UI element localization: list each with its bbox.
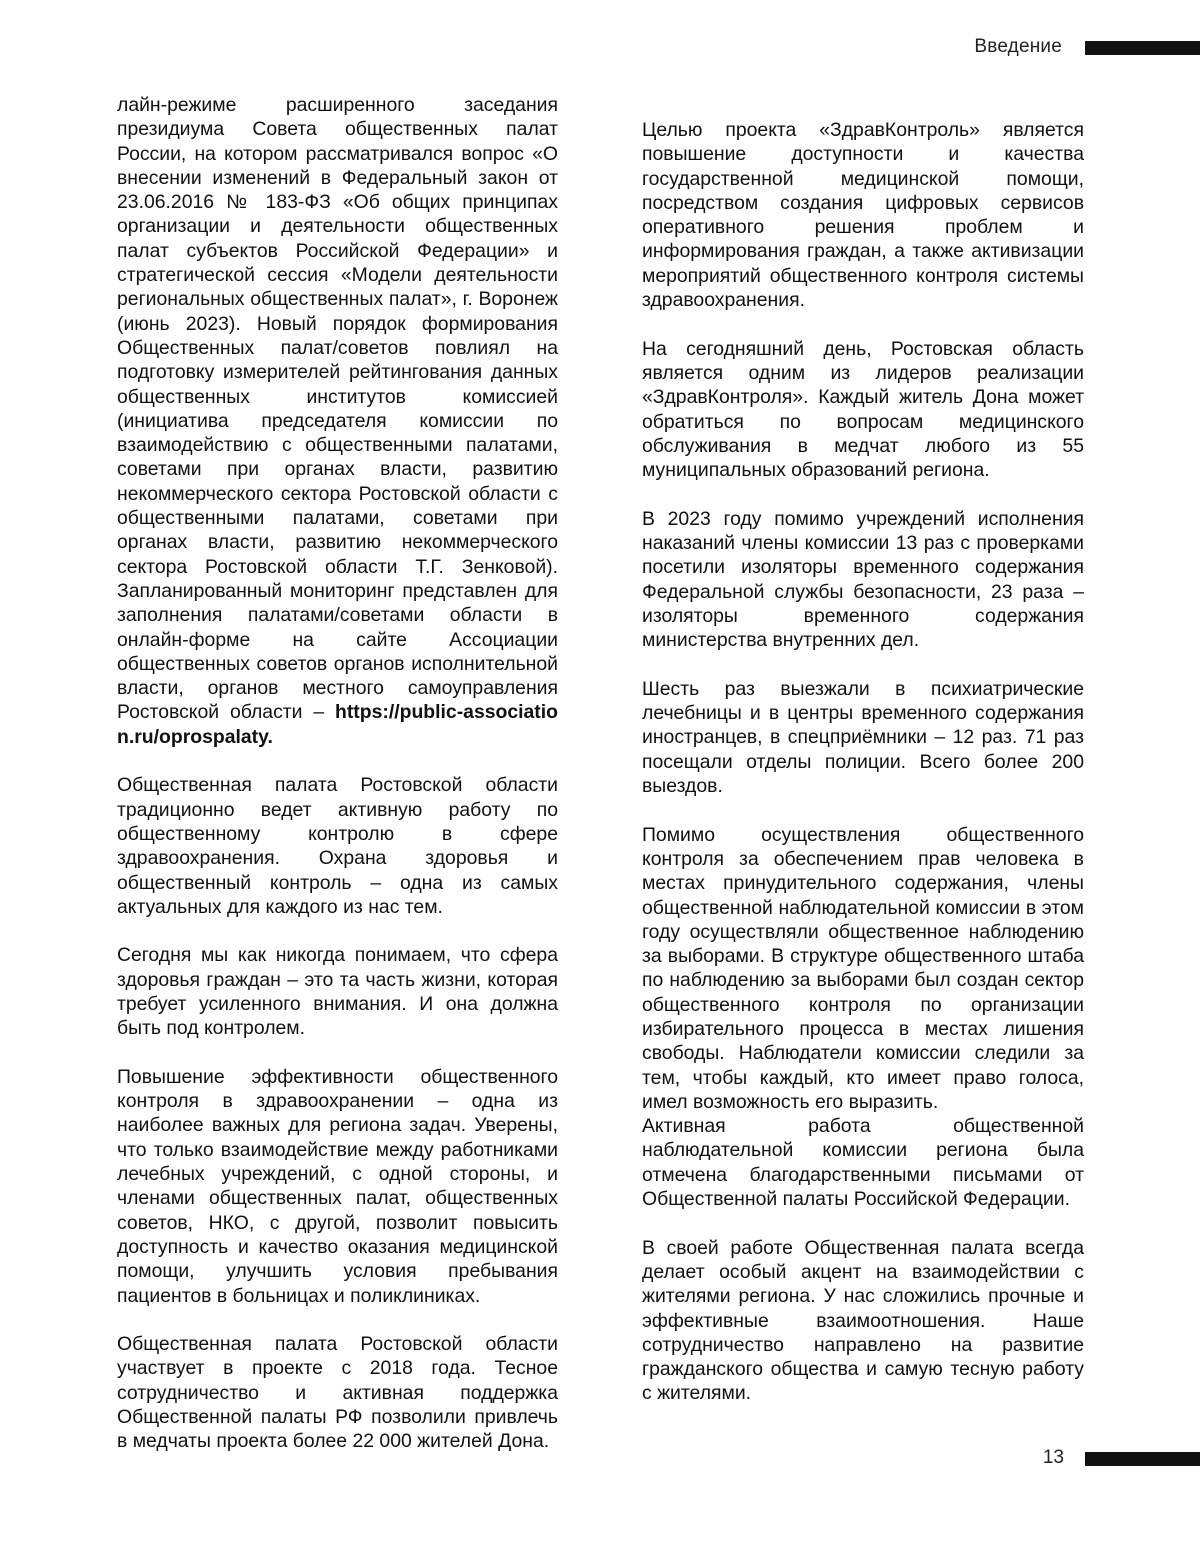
section-title: Введение <box>974 36 1062 57</box>
right-paragraph-7: В своей работе Общественная палата всегда делает особый акцент на взаимодействии с жителями региона. У нас сложились прочные и эффективные взаимоотношения. Наше сотрудничество направлено на развитие гражданского общества и самую тесную работу с жителями. <box>642 1236 1084 1405</box>
left-paragraph-1-text: лайн-режиме расширенного заседания президиума Совета общественных палат России, на котором рассматривался вопрос «О внесении изменений в Федеральный закон от 23.06.2016 № 183-ФЗ «Об общих принципах организации и деятельности общественных палат субъектов Российской Федерации» и стратегической сессия «Модели деятельности региональных общественных палат», г. Воронеж (июнь 2023). Новый порядок формирования Общественных палат/советов повлиял на подготовку измерителей рейтингования данных общественных институтов комиссией (инициатива председателя комиссии по взаимодействию с общественными палатами, советами при органах власти, развитию некоммерческого сектора Ростовской области с общественными палатами, советами при органах власти, развитию некоммерческого сектора Ростовской области Т.Г. Зенковой). Запланированный мониторинг представлен для заполнения палатами/советами области в онлайн-форме на сайте Ассоциации общественных советов органов исполнительной власти, органов местного самоуправления Ростовской области – <box>117 94 558 724</box>
left-paragraph-5: Общественная палата Ростовской области участвует в проекте с 2018 года. Тесное сотрудничество и активная поддержка Общественной палаты РФ позволили привлечь в медчаты проекта более 22 000 жителей Дона. <box>117 1333 558 1453</box>
left-paragraph-1 <box>117 93 558 749</box>
page-number: 13 <box>1042 1447 1064 1468</box>
footer-accent-bar <box>1085 1452 1200 1466</box>
survey-link[interactable]: https://public-association.ru/oprospalaty. <box>117 701 558 748</box>
left-paragraph-3: Сегодня мы как никогда понимаем, что сфера здоровья граждан – это та часть жизни, которая требует усиленного внимания. И она должна быть под контролем. <box>117 944 558 1040</box>
right-paragraph-2: На сегодняшний день, Ростовская область является одним из лидеров реализации «ЗдравКонтроля». Каждый житель Дона может обратиться по вопросам медицинского обслуживания в медчат любого из 55 муниципальных образований региона. <box>642 337 1084 482</box>
right-paragraph-1: Целью проекта «ЗдравКонтроль» является повышение доступности и качества государственной медицинской помощи, посредством создания цифровых сервисов оперативного решения проблем и информирования граждан, а также активизации мероприятий общественного контроля системы здравоохранения. <box>642 119 1084 312</box>
right-paragraph-4: Шесть раз выезжали в психиатрические лечебницы и в центры временного содержания иностранцев, в спецприёмники – 12 раз. 71 раз посещали отделы полиции. Всего более 200 выездов. <box>642 677 1084 798</box>
left-paragraph-4: Повышение эффективности общественного контроля в здравоохранении – одна из наиболее важных для региона задач. Уверены, что только взаимодействие между работниками лечебных учреждений, с одной стороны, и членами общественных палат, общественных советов, НКО, с другой, позволит повысить доступность и качество оказания медицинской помощи, улучшить условия пребывания пациентов в больницах и поликлиниках. <box>117 1065 558 1307</box>
right-paragraph-3: В 2023 году помимо учреждений исполнения наказаний члены комиссии 13 раз с проверками посетили изоляторы временного содержания Федеральной службы безопасности, 23 раза – изоляторы временного содержания министерства внутренних дел. <box>642 507 1084 652</box>
left-column <box>117 93 558 1478</box>
header-accent-bar <box>1085 41 1200 55</box>
left-paragraph-2: Общественная палата Ростовской области традиционно ведет активную работу по общественному контролю в сфере здравоохранения. Охрана здоровья и общественный контроль – одна из самых актуальных для каждого из нас тем. <box>117 774 558 918</box>
right-paragraph-5: Помимо осуществления общественного контроля за обеспечением прав человека в местах принудительного содержания, члены общественной наблюдательной комиссии в этом году осуществляли общественное наблюдению за выборами. В структуре общественного штаба по наблюдению за выборами был создан сектор общественного контроля по организации избирательного процесса в местах лишения свободы. Наблюдатели комиссии следили за тем, чтобы каждый, кто имеет право голоса, имел возможность его выразить. <box>642 823 1084 1113</box>
right-column <box>642 118 1084 1430</box>
right-paragraph-6: Активная работа общественной наблюдательной комиссии региона была отмечена благодарственными письмами от Общественной палаты Российской Федерации. <box>642 1115 1084 1211</box>
